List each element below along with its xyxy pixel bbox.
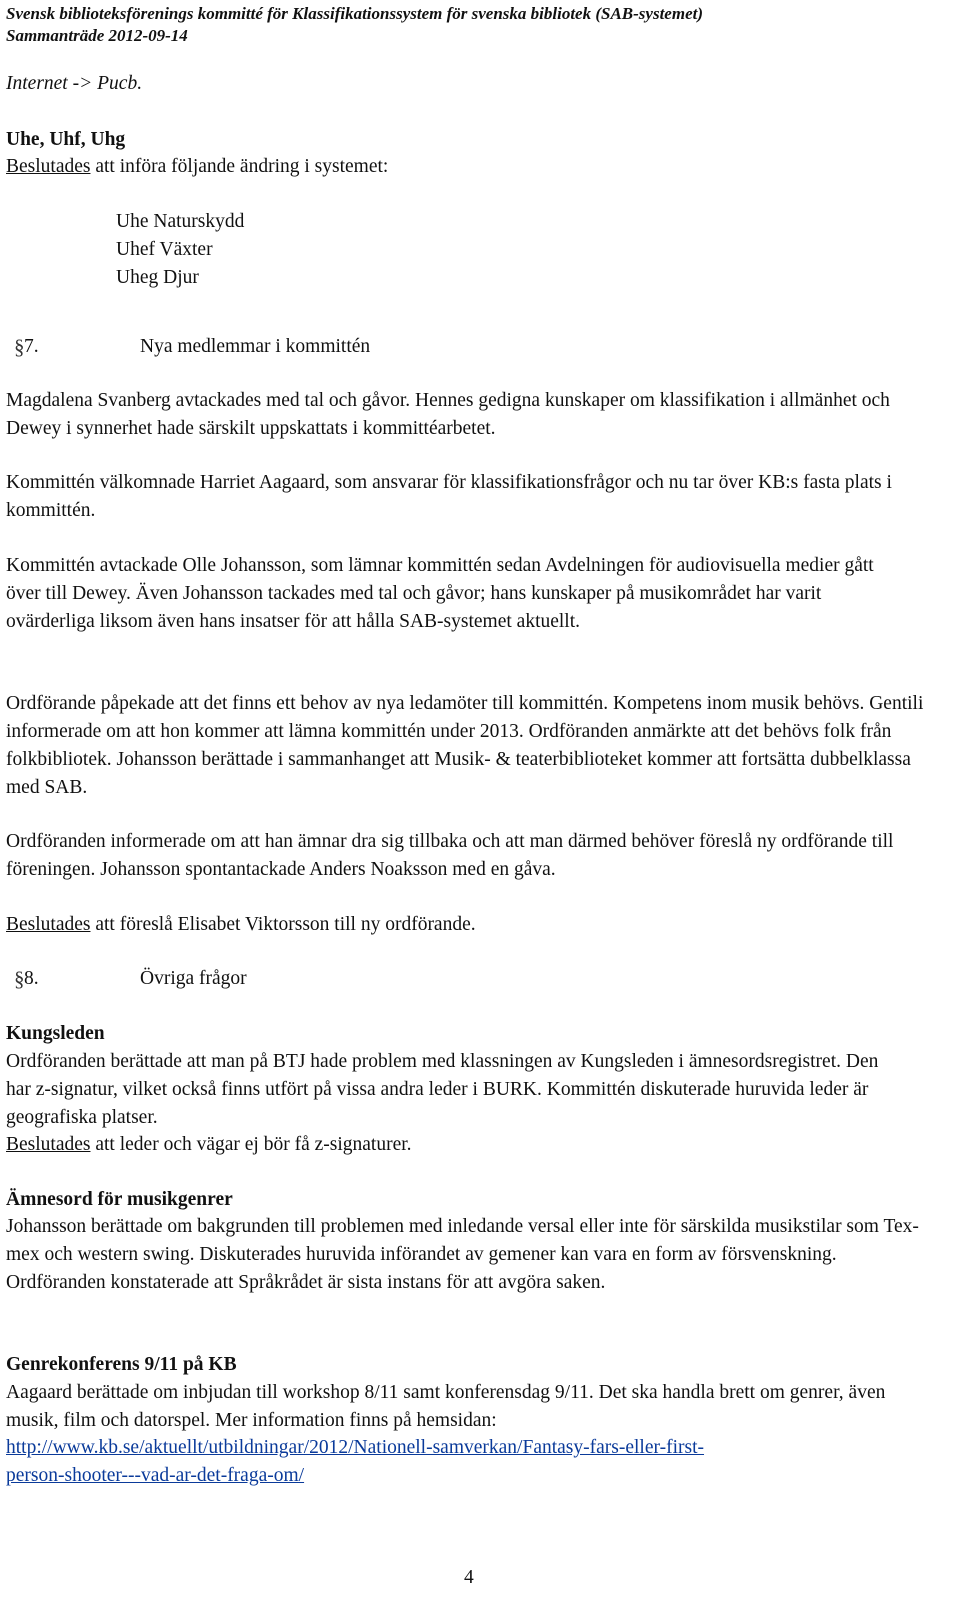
section-7-decision bbox=[6, 911, 476, 939]
decision-text: att föreslå Elisabet Viktorsson till ny ordförande. bbox=[90, 914, 476, 935]
intro-line: Internet -> Pucb. bbox=[6, 73, 143, 94]
paragraph: Ordförande påpekade att det finns ett behov av nya ledamöter till kommittén. Kompetens inom musik behövs. Gentili informerade om att hon kommer att lämna kommittén under 2013. Ordföranden anmärkte att det behövs folk från folkbibliotek. Johansson berättade i sammanhanget att Musik- & teaterbiblioteket kommer att fortsätta dubbelklassa med SAB. bbox=[6, 693, 924, 798]
section-symbol: § bbox=[14, 967, 25, 991]
kb-link-line[interactable] bbox=[6, 1434, 704, 1462]
section-number: 7. bbox=[24, 336, 39, 357]
section-title: Övriga frågor bbox=[140, 968, 247, 989]
uhe-decision bbox=[6, 153, 388, 181]
paragraph: Aagaard berättade om inbjudan till workshop 8/11 samt konferensdag 9/11. Det ska handla brett om genrer, även musik, film och datorspel. Mer information finns på hemsidan: bbox=[6, 1382, 886, 1431]
uhe-item: Uhef Växter bbox=[116, 239, 213, 260]
header-committee: Svensk biblioteksförenings kommitté för Klassifikationssystem för svenska bibliotek (SAB-systemet) bbox=[6, 4, 704, 23]
decision-keyword: Beslutades bbox=[6, 156, 91, 177]
paragraph: Magdalena Svanberg avtackades med tal och gåvor. Hennes gedigna kunskaper om klassifikation i allmänhet och Dewey i synnerhet hade särskilt uppskattats i kommittéarbetet. bbox=[6, 390, 890, 439]
musikgenrer-heading: Ämnesord för musikgenrer bbox=[6, 1189, 233, 1210]
paragraph: Johansson berättade om bakgrunden till problemen med inledande versal eller inte för särskilda musikstilar som Tex-mex och western swing. Diskuterades huruvida införandet av gemener kan vara en form av försvenskning. Ordföranden konstaterade att Språkrådet är sista instans för att avgöra saken. bbox=[6, 1216, 919, 1293]
paragraph: Ordföranden berättade att man på BTJ hade problem med klassningen av Kungsleden i ämnesordsregistret. Den har z-signatur, vilket också finns utfört på vissa andra leder i BURK. Kommittén diskuterade huruvida leder är geografiska platser. bbox=[6, 1051, 879, 1128]
decision-text: att leder och vägar ej bör få z-signaturer. bbox=[90, 1134, 412, 1155]
section-symbol: § bbox=[14, 335, 25, 359]
genrekonferens-heading: Genrekonferens 9/11 på KB bbox=[6, 1354, 237, 1375]
kb-link[interactable]: person-shooter---vad-ar-det-fraga-om/ bbox=[6, 1465, 305, 1486]
decision-keyword: Beslutades bbox=[6, 1134, 91, 1155]
header-meeting-date: Sammanträde 2012-09-14 bbox=[6, 26, 188, 45]
uhe-heading: Uhe, Uhf, Uhg bbox=[6, 129, 126, 150]
kb-link-line[interactable] bbox=[6, 1462, 304, 1490]
decision-text: att införa följande ändring i systemet: bbox=[90, 156, 389, 177]
section-number: 8. bbox=[24, 968, 39, 989]
paragraph: Ordföranden informerade om att han ämnar dra sig tillbaka och att man därmed behöver föreslå ny ordförande till föreningen. Johansson spontantackade Anders Noaksson med en gåva. bbox=[6, 831, 894, 880]
paragraph: Kommittén avtackade Olle Johansson, som lämnar kommittén sedan Avdelningen för audiovisuella medier gått över till Dewey. Även Johansson tackades med tal och gåvor; hans kunskaper på musikområdet har varit ovärderliga liksom även hans insatser för att hålla SAB-systemet aktuellt. bbox=[6, 555, 874, 632]
kungsleden-heading: Kungsleden bbox=[6, 1023, 105, 1044]
decision-keyword: Beslutades bbox=[6, 914, 91, 935]
kungsleden-decision bbox=[6, 1131, 412, 1159]
kb-link[interactable]: http://www.kb.se/aktuellt/utbildningar/2012/Nationell-samverkan/Fantasy-fars-eller-first- bbox=[6, 1437, 705, 1458]
paragraph: Kommittén välkomnade Harriet Aagaard, som ansvarar för klassifikationsfrågor och nu tar över KB:s fasta plats i kommittén. bbox=[6, 472, 892, 521]
uhe-item: Uheg Djur bbox=[116, 267, 199, 288]
section-title: Nya medlemmar i kommittén bbox=[140, 336, 371, 357]
page-number: 4 bbox=[464, 1567, 474, 1588]
uhe-item: Uhe Naturskydd bbox=[116, 211, 245, 232]
